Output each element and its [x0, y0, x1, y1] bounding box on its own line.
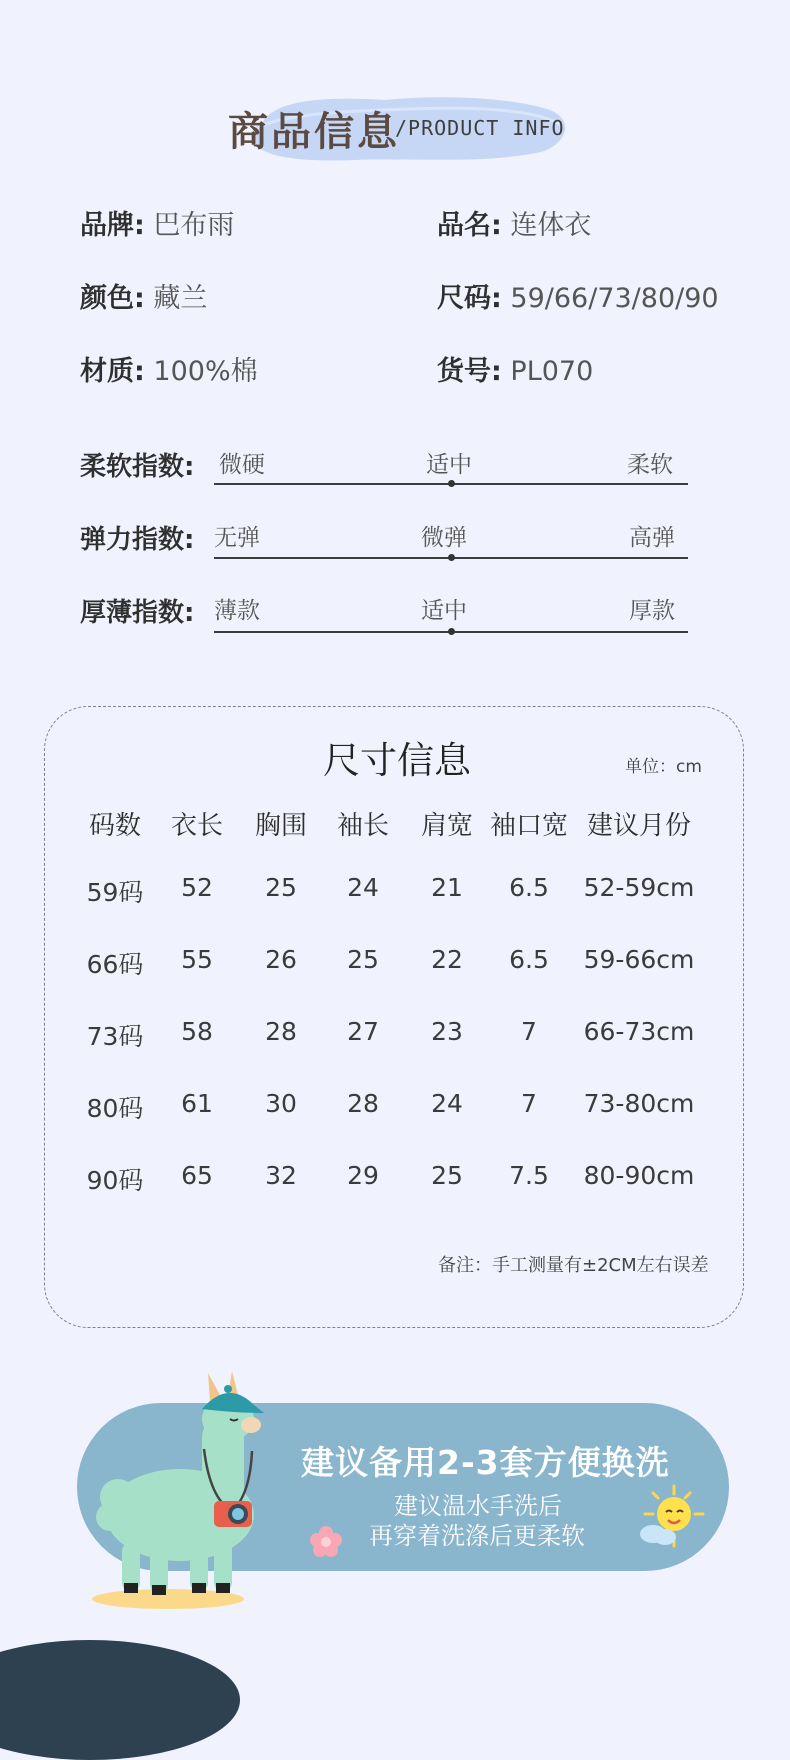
thickness-option-mid: 适中	[421, 598, 467, 624]
sku-value: PL070	[510, 356, 594, 387]
bottom-corner-decoration	[0, 1640, 240, 1760]
table-cell: 32	[265, 1161, 297, 1190]
table-cell: 28	[347, 1089, 379, 1118]
size-row	[437, 276, 719, 315]
table-row	[45, 945, 745, 985]
table-cell: 90码	[86, 1166, 144, 1195]
thickness-index-label: 厚薄指数:	[80, 598, 195, 628]
table-cell: 80码	[86, 1094, 144, 1123]
table-cell: 27	[347, 1017, 379, 1046]
table-cell: 6.5	[509, 945, 549, 974]
table-header-cell: 袖口宽	[489, 811, 568, 841]
table-cell: 25	[431, 1161, 463, 1190]
elasticity-option-high: 高弹	[629, 525, 675, 551]
table-row	[45, 873, 745, 913]
softness-option-low: 微硬	[219, 452, 265, 478]
size-value: 59/66/73/80/90	[510, 283, 719, 314]
thickness-option-low: 薄款	[214, 598, 260, 624]
table-cell: 58	[181, 1017, 213, 1046]
table-cell: 29	[347, 1161, 379, 1190]
table-row	[45, 1161, 745, 1201]
table-cell: 52-59cm	[583, 873, 695, 902]
table-cell: 66-73cm	[583, 1017, 695, 1046]
sku-label: 货号:	[437, 356, 502, 387]
table-cell: 21	[431, 873, 463, 902]
table-cell: 25	[265, 873, 297, 902]
table-header-cell: 衣长	[170, 811, 223, 841]
table-cell: 65	[181, 1161, 213, 1190]
softness-level-marker	[448, 480, 455, 487]
material-value: 100%棉	[153, 356, 258, 387]
table-cell: 22	[431, 945, 463, 974]
table-cell: 24	[431, 1089, 463, 1118]
banner-main-text: 建议备用2-3套方便换洗	[301, 1443, 670, 1482]
table-cell: 80-90cm	[583, 1161, 695, 1190]
table-cell: 55	[181, 945, 213, 974]
banner-line-1: 建议温水手洗后	[394, 1492, 562, 1520]
elasticity-level-marker	[448, 554, 455, 561]
flower-icon	[309, 1524, 343, 1558]
table-cell: 25	[347, 945, 379, 974]
color-value: 藏兰	[153, 283, 208, 314]
title-cn: 商品信息	[228, 108, 400, 155]
sun-icon	[639, 1482, 709, 1552]
table-cell: 61	[181, 1089, 213, 1118]
unit-label: 单位：cm	[625, 757, 702, 777]
material-row	[80, 349, 258, 388]
table-header-cell: 袖长	[336, 811, 389, 841]
thickness-level-marker	[448, 628, 455, 635]
table-cell: 6.5	[509, 873, 549, 902]
softness-option-high: 柔软	[627, 452, 673, 478]
elasticity-index-label: 弹力指数:	[80, 525, 195, 555]
name-value: 连体衣	[510, 210, 592, 241]
index-section	[0, 440, 790, 640]
size-info-title: 尺寸信息	[323, 739, 471, 782]
table-cell: 7.5	[509, 1161, 549, 1190]
color-label: 颜色:	[80, 283, 145, 314]
brand-row	[80, 203, 234, 242]
table-cell: 59码	[86, 878, 144, 907]
elasticity-option-low: 无弹	[214, 525, 260, 551]
table-cell: 73码	[86, 1022, 144, 1051]
table-cell: 59-66cm	[583, 945, 695, 974]
size-info-box	[44, 706, 744, 1328]
table-cell: 7	[521, 1089, 537, 1118]
title-en: /PRODUCT INFO	[395, 116, 565, 140]
color-row	[80, 276, 207, 315]
softness-index-label: 柔软指数:	[80, 452, 195, 482]
brand-label: 品牌:	[80, 210, 145, 241]
llama-illustration	[88, 1367, 278, 1612]
page-header	[210, 82, 580, 172]
table-cell: 30	[265, 1089, 297, 1118]
name-label: 品名:	[437, 210, 502, 241]
table-row	[45, 1017, 745, 1057]
table-header-cell: 建议月份	[586, 811, 691, 841]
table-header-cell: 胸围	[254, 811, 307, 841]
material-label: 材质:	[80, 356, 145, 387]
table-cell: 26	[265, 945, 297, 974]
table-cell: 73-80cm	[583, 1089, 695, 1118]
softness-option-mid: 适中	[426, 452, 472, 478]
table-header-cell: 肩宽	[420, 811, 473, 841]
brand-value: 巴布雨	[153, 210, 235, 241]
table-header-row	[45, 805, 745, 849]
measurement-note: 备注：手工测量有±2CM左右误差	[438, 1255, 709, 1276]
name-row	[437, 203, 591, 242]
table-cell: 24	[347, 873, 379, 902]
sku-row	[437, 349, 593, 388]
table-row	[45, 1089, 745, 1129]
elasticity-option-mid: 微弹	[421, 525, 467, 551]
table-cell: 52	[181, 873, 213, 902]
table-cell: 23	[431, 1017, 463, 1046]
table-cell: 7	[521, 1017, 537, 1046]
table-header-cell: 码数	[88, 811, 141, 841]
thickness-option-high: 厚款	[629, 598, 675, 624]
table-cell: 66码	[86, 950, 144, 979]
table-cell: 28	[265, 1017, 297, 1046]
banner-line-2: 再穿着洗涤后更柔软	[369, 1522, 585, 1550]
size-label: 尺码:	[437, 283, 502, 314]
